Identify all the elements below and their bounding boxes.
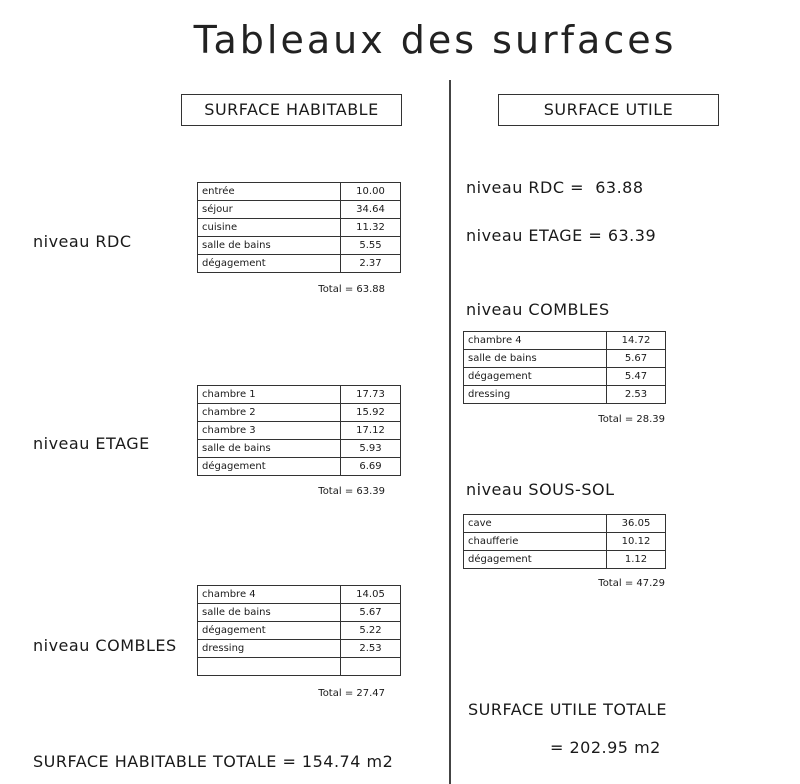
utile-header: SURFACE UTILE (498, 94, 719, 126)
room-name-cell: salle de bains (464, 350, 607, 368)
surface-value-cell: 1.12 (607, 551, 666, 569)
habitable-rdc-table (197, 182, 401, 273)
table-row (198, 440, 401, 458)
surface-value-cell: 34.64 (341, 201, 401, 219)
room-name-cell: dressing (464, 386, 607, 404)
table-row (198, 404, 401, 422)
surface-value-cell: 36.05 (607, 515, 666, 533)
habitable-grand-total: SURFACE HABITABLE TOTALE = 154.74 m2 (33, 752, 394, 771)
habitable-etage-table (197, 385, 401, 476)
surface-value-cell: 5.67 (607, 350, 666, 368)
habitable-rdc-rows (198, 183, 401, 273)
utile-rdc-line: niveau RDC = 63.88 (466, 178, 644, 197)
room-name-cell: chambre 4 (198, 586, 341, 604)
room-name-cell: chambre 4 (464, 332, 607, 350)
utile-soussol-rows (464, 515, 666, 569)
surface-value-cell: 2.53 (341, 640, 401, 658)
table-row (198, 622, 401, 640)
utile-combles-rows (464, 332, 666, 404)
table-row (464, 386, 666, 404)
habitable-etage-rows (198, 386, 401, 476)
column-divider (449, 80, 451, 784)
surface-value-cell: 5.22 (341, 622, 401, 640)
room-name-cell: dégagement (198, 622, 341, 640)
table-row (464, 368, 666, 386)
page-title: Tableaux des surfaces (193, 18, 677, 62)
table-row (198, 586, 401, 604)
room-name-cell: dégagement (198, 458, 341, 476)
table-row (464, 515, 666, 533)
utile-grand-total-value: = 202.95 m2 (550, 738, 661, 757)
habitable-combles-label: niveau COMBLES (33, 636, 177, 655)
utile-soussol-label: niveau SOUS-SOL (466, 480, 615, 499)
room-name-cell: séjour (198, 201, 341, 219)
utile-combles-table (463, 331, 666, 404)
utile-combles-total: Total = 28.39 (598, 414, 665, 425)
table-row (198, 237, 401, 255)
surface-value-cell: 5.67 (341, 604, 401, 622)
table-row (198, 255, 401, 273)
table-row (198, 386, 401, 404)
utile-grand-total-label: SURFACE UTILE TOTALE (468, 700, 667, 719)
surface-value-cell: 10.00 (341, 183, 401, 201)
habitable-etage-label: niveau ETAGE (33, 434, 150, 453)
habitable-header: SURFACE HABITABLE (181, 94, 402, 126)
habitable-etage-total: Total = 63.39 (318, 486, 385, 497)
utile-soussol-total: Total = 47.29 (598, 578, 665, 589)
room-name-cell: chambre 1 (198, 386, 341, 404)
table-row (198, 640, 401, 658)
room-name-cell: dégagement (464, 368, 607, 386)
habitable-rdc-label: niveau RDC (33, 232, 132, 251)
table-row (464, 551, 666, 569)
table-row (198, 201, 401, 219)
surface-value-cell: 14.05 (341, 586, 401, 604)
room-name-cell: cave (464, 515, 607, 533)
room-name-cell: dégagement (464, 551, 607, 569)
habitable-combles-total: Total = 27.47 (318, 688, 385, 699)
room-name-cell: chambre 3 (198, 422, 341, 440)
surface-value-cell: 2.37 (341, 255, 401, 273)
habitable-combles-table (197, 585, 401, 676)
surface-value-cell: 5.55 (341, 237, 401, 255)
surface-value-cell: 6.69 (341, 458, 401, 476)
room-name-cell: dressing (198, 640, 341, 658)
table-row (198, 458, 401, 476)
surface-value-cell: 11.32 (341, 219, 401, 237)
utile-soussol-table (463, 514, 666, 569)
habitable-combles-rows (198, 586, 401, 676)
room-name-cell: chambre 2 (198, 404, 341, 422)
table-row (198, 422, 401, 440)
habitable-rdc-total: Total = 63.88 (318, 284, 385, 295)
utile-etage-line: niveau ETAGE = 63.39 (466, 226, 657, 245)
surface-value-cell: 15.92 (341, 404, 401, 422)
room-name-cell: dégagement (198, 255, 341, 273)
surface-value-cell: 2.53 (607, 386, 666, 404)
table-row (464, 332, 666, 350)
table-row (464, 533, 666, 551)
surface-value-cell: 10.12 (607, 533, 666, 551)
surface-value-cell: 5.93 (341, 440, 401, 458)
table-row (198, 219, 401, 237)
room-name-cell: salle de bains (198, 237, 341, 255)
room-name-cell: entrée (198, 183, 341, 201)
surface-value-cell: 14.72 (607, 332, 666, 350)
room-name-cell: cuisine (198, 219, 341, 237)
room-name-cell (198, 658, 341, 676)
table-row (198, 604, 401, 622)
room-name-cell: chaufferie (464, 533, 607, 551)
room-name-cell: salle de bains (198, 604, 341, 622)
room-name-cell: salle de bains (198, 440, 341, 458)
surface-value-cell (341, 658, 401, 676)
surface-value-cell: 17.12 (341, 422, 401, 440)
surface-value-cell: 17.73 (341, 386, 401, 404)
table-row (198, 658, 401, 676)
table-row (198, 183, 401, 201)
surface-value-cell: 5.47 (607, 368, 666, 386)
utile-combles-label: niveau COMBLES (466, 300, 610, 319)
table-row (464, 350, 666, 368)
